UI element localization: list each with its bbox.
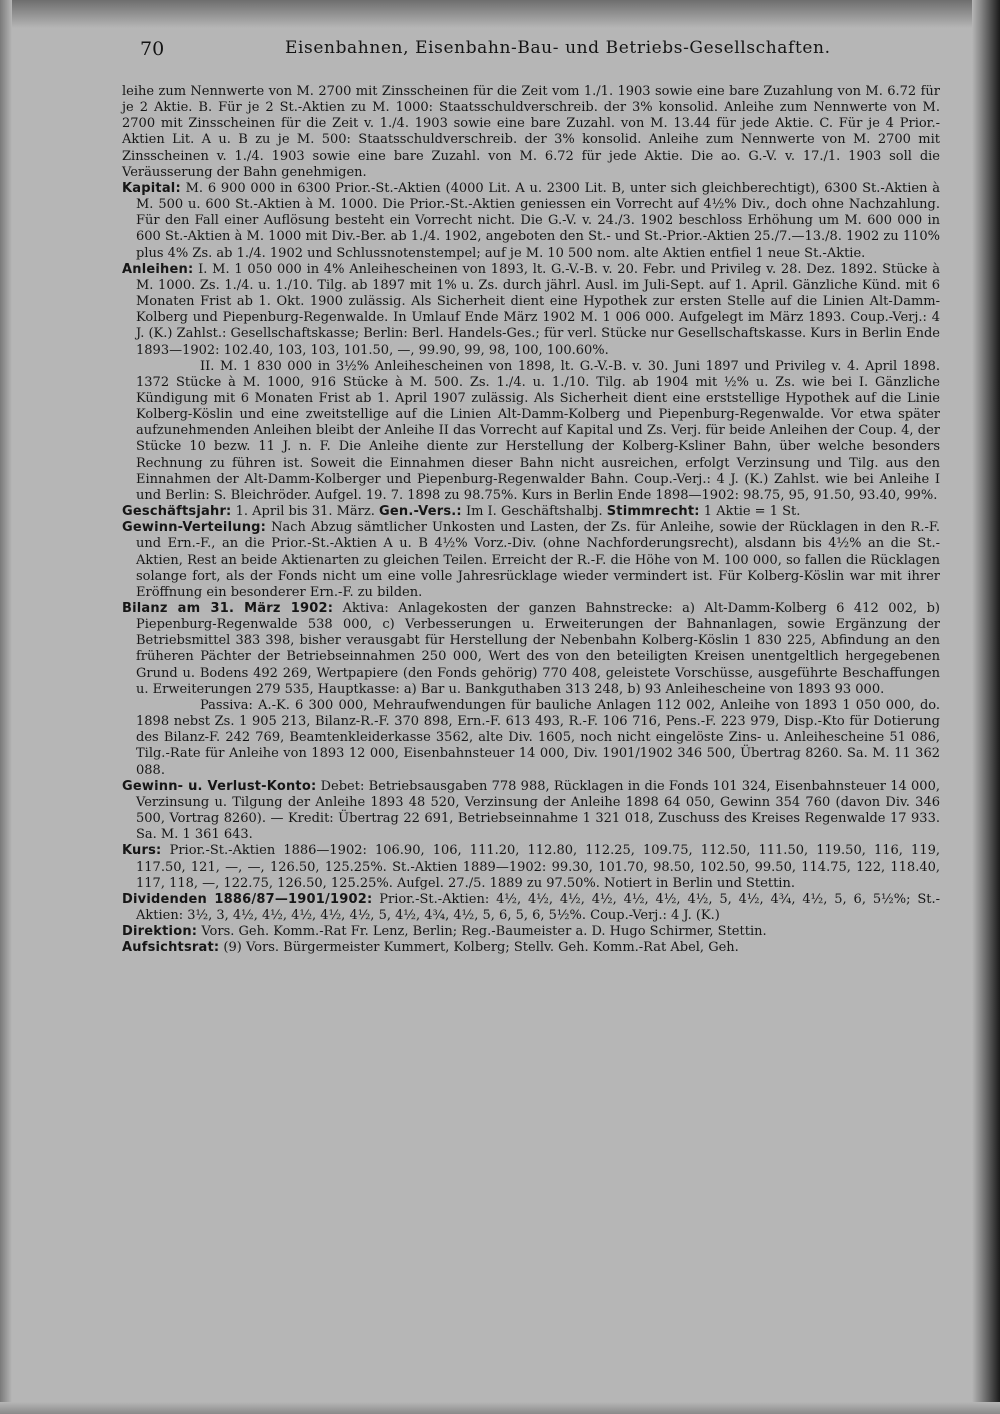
entry-text: II. M. 1 830 000 in 3½% Anleihescheinen von 1898, lt. G.-V.-B. v. 30. Juni 1897 und Privileg v. 4. April 1898. 1372 Stücke à M. 1000, 916 Stücke à M. 500. Zs. 1./4. u. 1./10. Tilg. ab 1904 mit ½% u. Zs. wie bei I. Gänzliche Kündigung mit 6 Monaten Frist ab 1. April 1907 zulässig. Als Sicherheit dient eine erststellige Hypothek auf die Linie Kolberg-Köslin und eine zweitstellige auf die Linien Alt-Damm-Kolberg und Piepenburg-Regenwalde. Vor etwa später aufzunehmenden Anleihen bleibt der Anleihe II das Vorrecht auf Kapital und Zs. Verj. für beide Anleihen der Coup. 4, der Stücke 10 bezw. 11 J. n. F. Die Anleihe diente zur Herstellung der Kolberg-Ksliner Bahn, über welche besonders Rechnung zu führen ist. Soweit die Einnahmen dieser Bahn nicht ausreichen, erfolgt Verzinsung und Tilg. aus den Einnahmen der Alt-Damm-Kolberger und Piepenburg-Regenwalder Bahn. Coup.-Verj.: 4 J. (K.) Zahlst. wie bei Anleihe I und Berlin: S. Bleichröder. Aufgel. 19. 7. 1898 zu 98.75%. Kurs in Berlin Ende 1898—1902: 98.75, 95, 91.50, 93.40, 99%.: [136, 358, 940, 503]
entry-label: Bilanz am 31. März 1902:: [122, 601, 334, 616]
scan-shadow-left: [0, 0, 12, 1414]
entry-gewinn-verteilung: [122, 520, 940, 601]
entry-gewinn-verlust: [122, 779, 940, 844]
entry-label: Kapital:: [122, 180, 181, 196]
entry-label: Aufsichtsrat:: [122, 940, 220, 956]
entry-label: Dividenden 1886/87—1901/1902:: [122, 891, 373, 907]
entry-text: Prior.-St.-Aktien 1886—1902: 106.90, 106, 111.20, 112.80, 112.25, 109.75, 112.50, 111.50, 119.50, 116, 119, 117.50, 121, —, —, 126.50, 125.25%. St.-Aktien 1889—1902: 99.30, 101.70, 98.50, 102.50, 99.50, 114.75, 122, 118.40, 117, 118, —, 122.75, 126.50, 125.25%. Aufgel. 27./5. 1889 zu 97.50%. Notiert in Berlin und Stettin.: [136, 843, 940, 891]
entry-dividenden: [122, 892, 940, 924]
entry-kurs: [122, 843, 940, 891]
page-number: 70: [140, 38, 165, 60]
scan-shadow-top: [0, 0, 1000, 28]
scan-shadow-right: [972, 0, 1000, 1414]
entry-text: (9) Vors. Bürgermeister Kummert, Kolberg; Stellv. Geh. Komm.-Rat Abel, Geh.: [223, 940, 739, 956]
entry-text: Vors. Geh. Komm.-Rat Fr. Lenz, Berlin; Reg.-Baumeister a. D. Hugo Schirmer, Stettin.: [201, 924, 767, 940]
entry-aufsichtsrat: [122, 940, 940, 956]
entry-text: Aktiva: Anlagekosten der ganzen Bahnstrecke: a) Alt-Damm-Kolberg 6 412 002, b) Piepenburg-Regenwalde 538 000, c) Verbesserungen u. Erweiterungen der Bahnanlagen, sowie Ergänzung der Betriebsmittel 383 398, bisher verausgabt für Herstellung der Nebenbahn Kolberg-Köslin 1 830 225, Abfindung an den früheren Pächter der Betriebseinnahmen 250 000, Wert des von den beteiligten Kreisen unentgeltlich hergegebenen Grund u. Bodens 492 269, Wertpapiere (den Fonds gehörig) 770 408, geleistete Vorschüsse, ausgeführte Beschaffungen u. Erweiterungen 279 535, Hauptkasse: a) Bar u. Bankguthaben 313 248, b) 93 Anleihescheine von 1893 93 000.: [136, 601, 941, 697]
scan-shadow-bottom: [0, 1402, 1000, 1414]
entry-passiva: [122, 698, 940, 779]
entry-label: Gewinn- u. Verlust-Konto:: [122, 778, 317, 794]
entry-label-gen-vers: Gen.-Vers.:: [379, 504, 462, 520]
entry-anleihen: [122, 262, 940, 359]
page-header: [140, 38, 940, 64]
running-title: Eisenbahnen, Eisenbahn-Bau- und Betriebs-Gesellschaften.: [285, 38, 831, 58]
entry-kapital: [122, 181, 940, 262]
entry-text: Passiva: A.-K. 6 300 000, Mehraufwendungen für bauliche Anlagen 112 002, Anleihe von 1893 1 050 000, do. 1898 nebst Zs. 1 905 213, Bilanz-R.-F. 370 898, Ern.-F. 613 493, R.-F. 106 716, Pens.-F. 223 979, Disp.-Kto für Dotierung des Bilanz-F. 242 769, Beamtenkleiderkasse 3562, alte Div. 1605, noch nicht eingelöste Zins- u. Anleihescheine 51 086, Tilg.-Rate für Anleihe von 1893 12 000, Eisenbahnsteuer 14 000, Div. 1901/1902 346 500, Übertrag 8260. Sa. M. 11 362 088.: [136, 697, 940, 778]
entry-label: Geschäftsjahr:: [122, 504, 232, 520]
paragraph-continued: [122, 84, 940, 181]
entry-direktion: [122, 924, 940, 940]
entry-text: I. M. 1 050 000 in 4% Anleihescheinen von 1893, lt. G.-V.-B. v. 20. Febr. und Privileg v. 28. Dez. 1892. Stücke à M. 1000. Zs. 1./4. u. 1./10. Tilg. ab 1897 mit 1% u. Zs. durch jährl. Ausl. im Juli-Sept. auf 1. April. Gänzliche Künd. mit 6 Monaten Frist ab 1. Okt. 1900 zulässig. Als Sicherheit dient eine Hypothek zur ersten Stelle auf die Linien Alt-Damm-Kolberg und Piepenburg-Regenwalde. In Umlauf Ende März 1902 M. 1 006 000. Aufgelegt im März 1893. Coup.-Verj.: 4 J. (K.) Zahlst.: Gesellschaftskasse; Berlin: Berl. Handels-Ges.; für verl. Stücke nur Gesellschaftskasse. Kurs in Berlin Ende 1893—1902: 102.40, 103, 103, 101.50, —, 99.90, 99, 98, 100, 100.60%.: [136, 261, 940, 358]
entry-label: Anleihen:: [122, 261, 194, 277]
entry-bilanz: [122, 601, 940, 698]
entry-label: Gewinn-Verteilung:: [122, 520, 267, 536]
entry-anleihe-two: [122, 359, 940, 504]
page-body: [122, 84, 940, 956]
entry-text: M. 6 900 000 in 6300 Prior.-St.-Aktien (4000 Lit. A u. 2300 Lit. B, unter sich gleichberechtigt), 6300 St.-Aktien à M. 500 u. 600 St.-Aktien à M. 1000. Die Prior.-St.-Aktien geniessen ein Vorrecht auf 4½% Div., doch ohne Nachzahlung. Für den Fall einer Auflösung besteht ein Vorrecht nicht. Die G.-V. v. 24./3. 1902 beschloss Erhöhung um M. 600 000 in 600 St.-Aktien à M. 1000 mit Div.-Ber. ab 1./4. 1902, angeboten den St.- und St.-Prior.-Aktien 25./7.—13./8. 1902 zu 110% plus 4% Zs. ab 1./4. 1902 und Schlussnotenstempel; auf je M. 10 500 nom. alte Aktien entfiel 1 neue St.-Aktie.: [136, 180, 940, 261]
paragraph-text: leihe zum Nennwerte von M. 2700 mit Zinsscheinen für die Zeit vom 1./1. 1903 sowie eine bare Zuzahlung von M. 6.72 für je 2 Aktie. B. Für je 2 St.-Aktien zu M. 1000: Staatsschuldverschreib. der 3% konsolid. Anleihe zum Nennwerte von M. 2700 mit Zinsscheinen für die Zeit v. 1./4. 1903 sowie eine bare Zuzahl. von M. 13.44 für jede Aktie. C. Für je 4 Prior.-Aktien Lit. A u. B zu je M. 500: Staatsschuldverschreib. der 3% konsolid. Anleihe zum Nennwerte von M. 2700 mit Zinsscheinen v. 1./4. 1903 sowie eine bare Zuzahl. von M. 6.72 für jede Aktie. Die ao. G.-V. v. 17./1. 1903 soll die Veräusserung der Bahn genehmigen.: [122, 84, 940, 180]
entry-geschaeftsjahr: [122, 504, 940, 520]
entry-label: Direktion:: [122, 924, 198, 940]
entry-text: Prior.-St.-Aktien: 4½, 4½, 4½, 4½, 4½, 4½, 4½, 5, 4½, 4¾, 4½, 5, 6, 5½%; St.-Aktien: 3½, 3, 4½, 4½, 4½, 4½, 4½, 5, 4½, 4¾, 4½, 5, 6, 5, 6, 5½%. Coup.-Verj.: 4 J. (K.): [136, 891, 940, 923]
entry-text-gen-vers: Im I. Geschäftshalbj.: [465, 504, 603, 520]
entry-text: Nach Abzug sämtlicher Unkosten und Lasten, der Zs. für Anleihe, sowie der Rücklagen in den R.-F. und Ern.-F., an die Prior.-St.-Aktien A u. B 4½% Vorz.-Div. (ohne Nachforderungsrecht), alsdann bis 4½% an die St.-Aktien, Rest an beide Aktienarten zu gleichen Teilen. Erreicht der R.-F. die Höhe von M. 100 000, so fallen die Rücklagen solange fort, als der Fonds nicht um eine volle Jahresrücklage wieder vermindert ist. Für Kolberg-Köslin war mit ihrer Eröffnung ein besonderer Ern.-F. zu bilden.: [136, 520, 940, 600]
entry-label: Kurs:: [122, 843, 162, 859]
entry-text-stimmrecht: 1 Aktie = 1 St.: [703, 504, 801, 520]
entry-text: Debet: Betriebsausgaben 778 988, Rücklagen in die Fonds 101 324, Eisenbahnsteuer 14 000, Verzinsung u. Tilgung der Anleihe 1893 48 520, Verzinsung der Anleihe 1898 64 050, Gewinn 354 760 (davon Div. 346 500, Vortrag 8260). — Kredit: Übertrag 22 691, Betriebseinnahme 1 321 018, Zuschuss des Kreises Regenwalde 17 933. Sa. M. 1 361 643.: [136, 778, 940, 843]
entry-label-stimmrecht: Stimmrecht:: [606, 504, 700, 520]
entry-text: 1. April bis 31. März.: [235, 504, 375, 520]
